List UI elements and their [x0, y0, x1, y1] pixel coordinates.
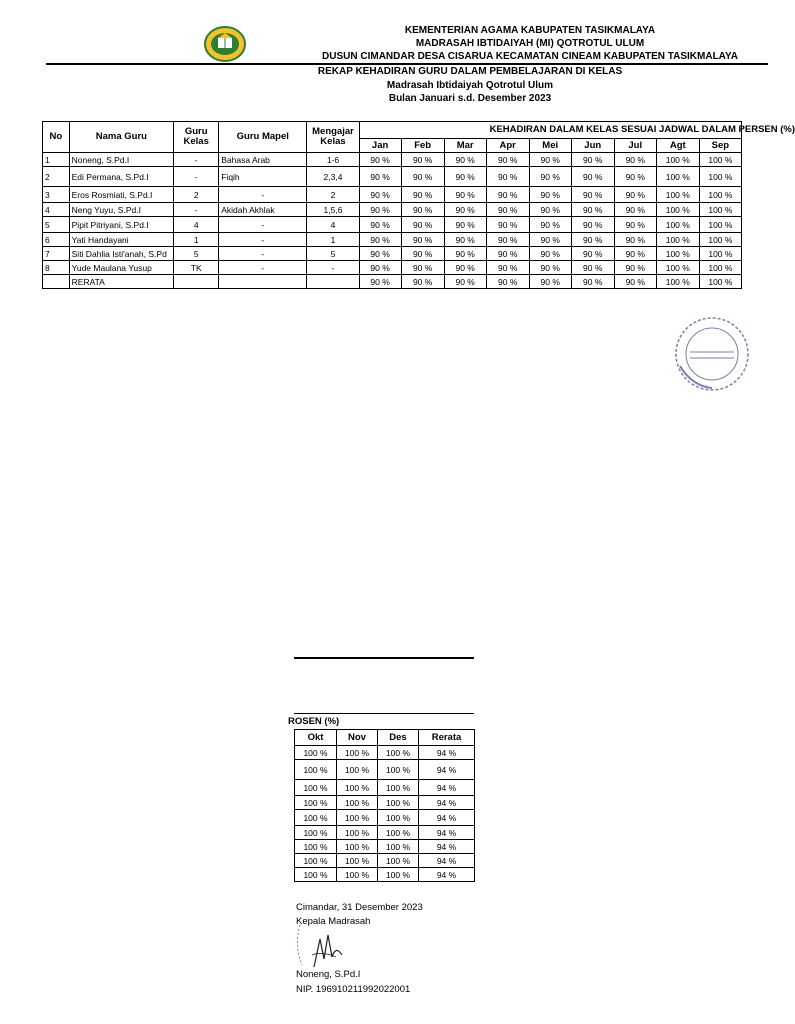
table-row [295, 826, 475, 840]
cell-month-value: 100 % [699, 167, 741, 187]
month-header: Okt [295, 730, 337, 746]
cell-month-value: 90 % [444, 167, 486, 187]
cell-month-value: 100 % [337, 854, 378, 868]
table-row [43, 217, 742, 233]
cell-month-value: 90 % [529, 203, 571, 217]
cell-nama: Edi Permana, S.Pd.I [69, 167, 174, 187]
cell-month-value: 100 % [699, 247, 741, 261]
group-header: KEHADIRAN DALAM KELAS SESUAI JADWAL DALAM PERSEN (%) [359, 122, 741, 139]
month-header: Jun [571, 139, 614, 153]
col-mengajar-header: Mengajar Kelas [307, 122, 359, 153]
cell-month-value: 100 % [699, 203, 741, 217]
cell-month-value: 90 % [359, 187, 401, 203]
month-header: Jul [614, 139, 656, 153]
cell-month-value: 100 % [295, 826, 337, 840]
table-row [295, 868, 475, 882]
cell-month-value: 100 % [378, 840, 419, 854]
header-address: DUSUN CIMANDAR DESA CISARUA KECAMATAN CINEAM KABUPATEN TASIKMALAYA [322, 51, 738, 62]
cell-no: 8 [43, 261, 70, 275]
cell-month-value: 100 % [378, 854, 419, 868]
month-header: Rerata [419, 730, 475, 746]
cell-month-value: 100 % [295, 796, 337, 810]
table-row [43, 167, 742, 187]
cell-month-value: 100 % [378, 746, 419, 760]
cell-month-value: 90 % [486, 217, 529, 233]
cell-month-value: 100 % [337, 796, 378, 810]
cell-gurukelas: 1 [174, 233, 219, 247]
table-row [295, 810, 475, 826]
cell-month-value: 90 % [401, 261, 444, 275]
attendance-table-continued [294, 729, 475, 882]
cell-rerata: 94 % [419, 760, 475, 780]
cell-nama: Eros Rosmiati, S.Pd.I [69, 187, 174, 203]
cell-month-value: 90 % [444, 187, 486, 203]
cell-month-value: 100 % [699, 217, 741, 233]
col-nama-header: Nama Guru [69, 122, 174, 153]
cell-month-value: 90 % [571, 233, 614, 247]
cell-mengajar: 4 [307, 217, 359, 233]
cell-no: 4 [43, 203, 70, 217]
cell-month-value: 100 % [656, 187, 699, 203]
rerata-value: 100 % [699, 275, 741, 289]
cell-month-value: 100 % [699, 153, 741, 167]
report-school: Madrasah Ibtidaiyah Qotrotul Ulum [386, 80, 554, 91]
cell-gurukelas: 2 [174, 187, 219, 203]
rerata-value: 90 % [444, 275, 486, 289]
cell-month-value: 100 % [378, 780, 419, 796]
table-row [295, 840, 475, 854]
cell-month-value: 100 % [337, 780, 378, 796]
cell-month-value: 100 % [295, 840, 337, 854]
col-mapel-header: Guru Mapel [219, 122, 307, 153]
cell-month-value: 100 % [699, 233, 741, 247]
cell-month-value: 90 % [401, 187, 444, 203]
cell-month-value: 100 % [337, 868, 378, 882]
cell-rerata: 94 % [419, 840, 475, 854]
attendance-table [42, 121, 795, 289]
col-no-header: No [43, 122, 70, 153]
cell-month-value: 100 % [378, 868, 419, 882]
month-header: Agt [656, 139, 699, 153]
rerata-label: RERATA [69, 275, 174, 289]
cell-month-value: 90 % [444, 247, 486, 261]
cell-month-value: 90 % [359, 247, 401, 261]
cell-mapel: Akidah Akhlak [219, 203, 307, 217]
cell-month-value: 90 % [486, 233, 529, 247]
cell-month-value: 90 % [614, 233, 656, 247]
table-row [43, 261, 742, 275]
table-row [295, 746, 475, 760]
cell-no: 7 [43, 247, 70, 261]
cell-month-value: 90 % [486, 247, 529, 261]
cell-gurukelas: TK [174, 261, 219, 275]
cell-rerata: 94 % [419, 826, 475, 840]
table-row [43, 203, 742, 217]
cell-month-value: 90 % [359, 167, 401, 187]
cell-nama: Neng Yuyu, S.Pd.I [69, 203, 174, 217]
cell-month-value: 100 % [295, 760, 337, 780]
cell-month-value: 90 % [444, 217, 486, 233]
cell-month-value: 90 % [571, 167, 614, 187]
cell-rerata: 94 % [419, 868, 475, 882]
cell-mengajar: 1,5,6 [307, 203, 359, 217]
cell-mapel: - [219, 261, 307, 275]
cell-no: 2 [43, 167, 70, 187]
month-header: Jan [359, 139, 401, 153]
rerata-value: 90 % [529, 275, 571, 289]
cell-month-value: 90 % [529, 233, 571, 247]
signature-role: Kepala Madrasah [296, 916, 371, 927]
cell-gurukelas: - [174, 167, 219, 187]
cell-month-value: 100 % [656, 203, 699, 217]
cell-mengajar: 2 [307, 187, 359, 203]
cell-month-value: 100 % [656, 247, 699, 261]
cell-month-value: 90 % [359, 153, 401, 167]
col-gurukelas-header: Guru Kelas [174, 122, 219, 153]
cell-month-value: 100 % [337, 746, 378, 760]
table-row [43, 233, 742, 247]
cell-no: 6 [43, 233, 70, 247]
cell-no: 1 [43, 153, 70, 167]
cell-rerata: 94 % [419, 780, 475, 796]
cell-mengajar: 2,3,4 [307, 167, 359, 187]
cell-nama: Noneng, S.Pd.I [69, 153, 174, 167]
cell-mengajar: 1-6 [307, 153, 359, 167]
cell-nama: Pipit Pitriyani, S.Pd.I [69, 217, 174, 233]
cell-month-value: 90 % [571, 203, 614, 217]
cell-month-value: 90 % [614, 153, 656, 167]
cell-month-value: 100 % [337, 810, 378, 826]
cell-mengajar: - [307, 261, 359, 275]
empty-cell [307, 275, 359, 289]
table-row-rerata [43, 275, 742, 289]
school-stamp [672, 314, 752, 394]
signature-name: Noneng, S.Pd.I [296, 969, 361, 980]
cell-month-value: 100 % [337, 826, 378, 840]
table-row [295, 760, 475, 780]
signature-nip: NIP. 196910211992022001 [296, 984, 411, 995]
rerata-value: 90 % [571, 275, 614, 289]
cell-month-value: 90 % [401, 203, 444, 217]
cell-month-value: 90 % [614, 167, 656, 187]
cell-month-value: 90 % [401, 153, 444, 167]
cell-month-value: 90 % [529, 167, 571, 187]
cell-month-value: 100 % [656, 153, 699, 167]
month-header: Des [378, 730, 419, 746]
rerata-value: 90 % [401, 275, 444, 289]
table-row [43, 153, 742, 167]
cell-month-value: 90 % [359, 217, 401, 233]
cell-month-value: 100 % [656, 167, 699, 187]
cell-month-value: 90 % [614, 217, 656, 233]
table-row [43, 187, 742, 203]
cell-month-value: 90 % [401, 233, 444, 247]
cell-mapel: - [219, 187, 307, 203]
signature-place-date: Cimandar, 31 Desember 2023 [296, 902, 423, 913]
rerata-value: 90 % [359, 275, 401, 289]
cell-month-value: 100 % [378, 810, 419, 826]
cell-no: 5 [43, 217, 70, 233]
cell-month-value: 90 % [571, 247, 614, 261]
section-rule-1 [294, 657, 474, 659]
cell-mapel: - [219, 233, 307, 247]
cell-month-value: 90 % [529, 261, 571, 275]
cell-nama: Yati Handayani [69, 233, 174, 247]
cell-mengajar: 1 [307, 233, 359, 247]
cell-month-value: 90 % [486, 203, 529, 217]
month-header: Feb [401, 139, 444, 153]
group-header-tail: ROSEN (%) [288, 716, 340, 727]
cell-month-value: 100 % [699, 261, 741, 275]
cell-month-value: 100 % [337, 760, 378, 780]
cell-month-value: 90 % [614, 203, 656, 217]
cell-month-value: 100 % [378, 796, 419, 810]
cell-no: 3 [43, 187, 70, 203]
cell-month-value: 90 % [486, 187, 529, 203]
cell-month-value: 100 % [295, 854, 337, 868]
cell-month-value: 90 % [401, 247, 444, 261]
cell-month-value: 90 % [571, 261, 614, 275]
cell-month-value: 90 % [614, 247, 656, 261]
rerata-value: 90 % [486, 275, 529, 289]
cell-rerata: 94 % [419, 746, 475, 760]
cell-month-value: 90 % [614, 261, 656, 275]
month-header: Mei [529, 139, 571, 153]
table-row [295, 796, 475, 810]
cell-month-value: 100 % [295, 810, 337, 826]
cell-month-value: 90 % [486, 167, 529, 187]
table-row [295, 780, 475, 796]
report-title: REKAP KEHADIRAN GURU DALAM PEMBELAJARAN DI KELAS [317, 66, 623, 77]
cell-month-value: 90 % [571, 217, 614, 233]
cell-month-value: 100 % [378, 760, 419, 780]
cell-month-value: 90 % [571, 153, 614, 167]
cell-month-value: 100 % [295, 780, 337, 796]
cell-month-value: 90 % [486, 153, 529, 167]
cell-gurukelas: - [174, 153, 219, 167]
empty-cell [174, 275, 219, 289]
cell-month-value: 90 % [529, 187, 571, 203]
report-period: Bulan Januari s.d. Desember 2023 [388, 93, 552, 104]
cell-month-value: 90 % [444, 261, 486, 275]
cell-gurukelas: 4 [174, 217, 219, 233]
handwritten-signature [292, 915, 352, 977]
cell-month-value: 90 % [444, 153, 486, 167]
cell-month-value: 100 % [295, 868, 337, 882]
cell-month-value: 90 % [444, 203, 486, 217]
section-rule-2 [294, 713, 474, 714]
cell-month-value: 90 % [401, 217, 444, 233]
table-row [295, 854, 475, 868]
cell-month-value: 90 % [614, 187, 656, 203]
empty-cell [43, 275, 70, 289]
cell-month-value: 90 % [529, 153, 571, 167]
cell-month-value: 90 % [571, 187, 614, 203]
month-header: Nov [337, 730, 378, 746]
cell-month-value: 100 % [337, 840, 378, 854]
month-header: Sep [699, 139, 741, 153]
cell-nama: Yude Maulana Yusup [69, 261, 174, 275]
cell-month-value: 90 % [359, 203, 401, 217]
cell-mapel: Bahasa Arab [219, 153, 307, 167]
header-school-name: MADRASAH IBTIDAIYAH (MI) QOTROTUL ULUM [415, 38, 645, 49]
cell-mapel: - [219, 247, 307, 261]
header-ministry: KEMENTERIAN AGAMA KABUPATEN TASIKMALAYA [404, 25, 656, 36]
cell-gurukelas: 5 [174, 247, 219, 261]
cell-month-value: 90 % [529, 247, 571, 261]
month-header: Mar [444, 139, 486, 153]
table1-viewport [0, 0, 795, 300]
cell-month-value: 100 % [656, 261, 699, 275]
cell-month-value: 100 % [378, 826, 419, 840]
cell-gurukelas: - [174, 203, 219, 217]
cell-month-value: 90 % [359, 233, 401, 247]
cell-month-value: 90 % [444, 233, 486, 247]
cell-month-value: 90 % [401, 167, 444, 187]
cell-rerata: 94 % [419, 796, 475, 810]
table-row [43, 247, 742, 261]
cell-mengajar: 5 [307, 247, 359, 261]
cell-month-value: 100 % [656, 233, 699, 247]
empty-cell [219, 275, 307, 289]
rerata-value: 90 % [614, 275, 656, 289]
cell-mapel: - [219, 217, 307, 233]
rerata-value: 100 % [656, 275, 699, 289]
cell-mapel: Fiqih [219, 167, 307, 187]
cell-month-value: 100 % [699, 187, 741, 203]
cell-month-value: 100 % [656, 217, 699, 233]
cell-month-value: 90 % [486, 261, 529, 275]
cell-month-value: 90 % [529, 217, 571, 233]
cell-rerata: 94 % [419, 810, 475, 826]
cell-month-value: 90 % [359, 261, 401, 275]
cell-month-value: 100 % [295, 746, 337, 760]
cell-nama: Siti Dahlia Isti'anah, S.Pd [69, 247, 174, 261]
month-header: Apr [486, 139, 529, 153]
cell-rerata: 94 % [419, 854, 475, 868]
